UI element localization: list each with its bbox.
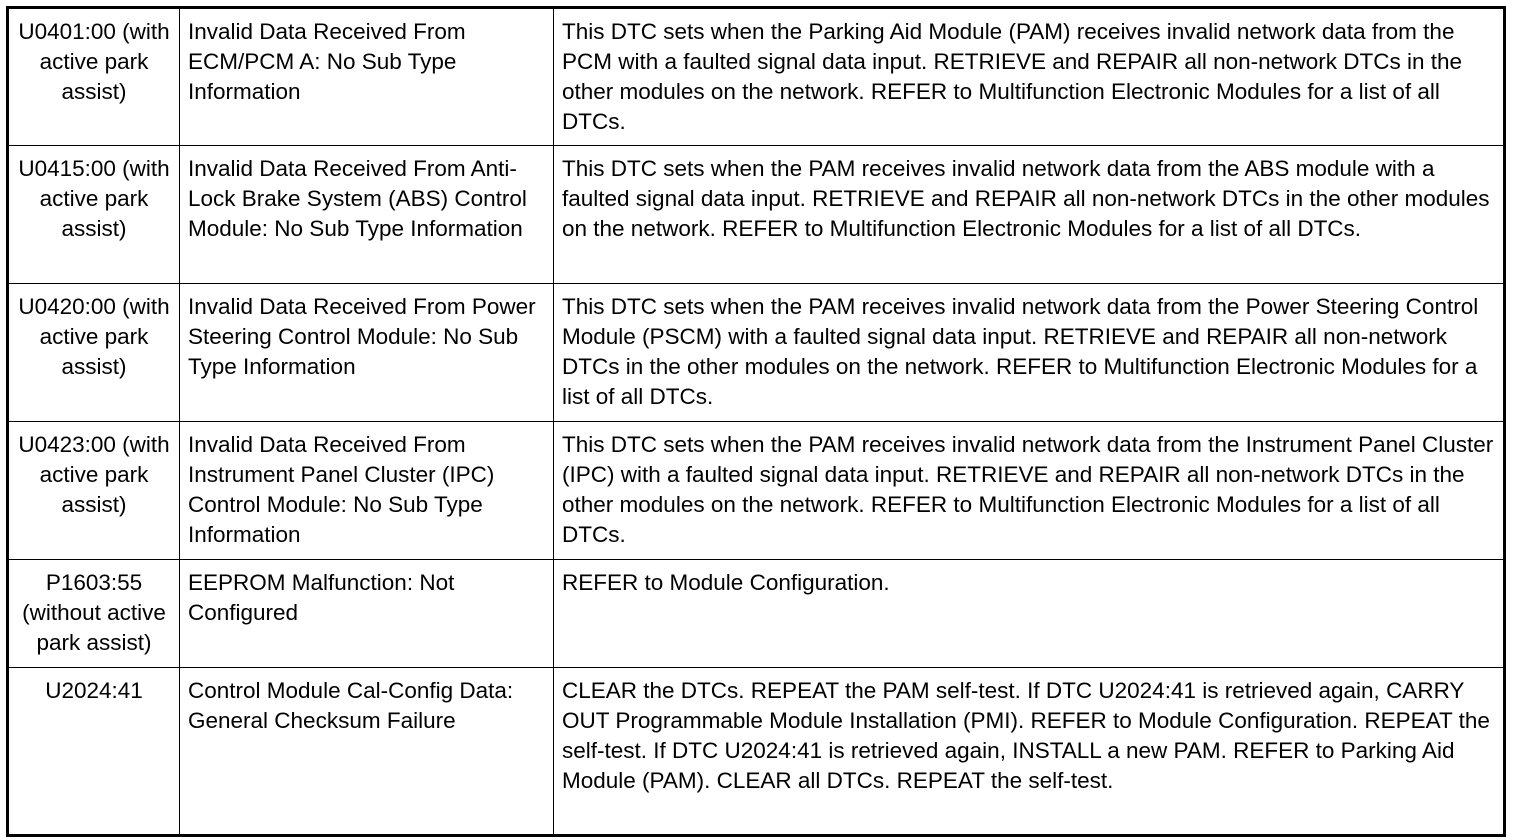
dtc-code-cell: U0423:00 (with active park assist) [8, 422, 180, 560]
dtc-description-cell: Invalid Data Received From Power Steering Control Module: No Sub Type Information [180, 284, 554, 422]
dtc-code-cell: U0420:00 (with active park assist) [8, 284, 180, 422]
dtc-description-cell: EEPROM Malfunction: Not Configured [180, 560, 554, 668]
dtc-table [6, 6, 1506, 837]
dtc-action-cell: This DTC sets when the Parking Aid Module (PAM) receives invalid network data from the PCM with a faulted signal data input. RETRIEVE and REPAIR all non-network DTCs in the other modules on the network. REFER to Multifunction Electronic Modules for a list of all DTCs. [554, 8, 1505, 146]
dtc-description-cell: Invalid Data Received From Instrument Panel Cluster (IPC) Control Module: No Sub Type Information [180, 422, 554, 560]
dtc-description-cell: Invalid Data Received From ECM/PCM A: No Sub Type Information [180, 8, 554, 146]
dtc-description-cell: Invalid Data Received From Anti-Lock Brake System (ABS) Control Module: No Sub Type Information [180, 146, 554, 284]
dtc-code-cell: P1603:55 (without active park assist) [8, 560, 180, 668]
dtc-code-cell: U0401:00 (with active park assist) [8, 8, 180, 146]
dtc-action-cell: REFER to Module Configuration. [554, 560, 1505, 668]
dtc-code-cell: U2024:41 [8, 668, 180, 836]
table-row [8, 146, 1505, 284]
table-row [8, 8, 1505, 146]
dtc-action-cell: This DTC sets when the PAM receives invalid network data from the ABS module with a faulted signal data input. RETRIEVE and REPAIR all non-network DTCs in the other modules on the network. REFER to Multifunction Electronic Modules for a list of all DTCs. [554, 146, 1505, 284]
dtc-action-cell: This DTC sets when the PAM receives invalid network data from the Instrument Panel Cluster (IPC) with a faulted signal data input. RETRIEVE and REPAIR all non-network DTCs in the other modules on the network. REFER to Multifunction Electronic Modules for a list of all DTCs. [554, 422, 1505, 560]
table-row [8, 284, 1505, 422]
table-row [8, 422, 1505, 560]
dtc-code-cell: U0415:00 (with active park assist) [8, 146, 180, 284]
dtc-action-cell: CLEAR the DTCs. REPEAT the PAM self-test. If DTC U2024:41 is retrieved again, CARRY OUT Programmable Module Installation (PMI). REFER to Module Configuration. REPEAT the self-test. If DTC U2024:41 is retrieved again, INSTALL a new PAM. REFER to Parking Aid Module (PAM). CLEAR all DTCs. REPEAT the self-test. [554, 668, 1505, 836]
table-row [8, 668, 1505, 836]
dtc-action-cell: This DTC sets when the PAM receives invalid network data from the Power Steering Control Module (PSCM) with a faulted signal data input. RETRIEVE and REPAIR all non-network DTCs in the other modules on the network. REFER to Multifunction Electronic Modules for a list of all DTCs. [554, 284, 1505, 422]
dtc-description-cell: Control Module Cal-Config Data: General Checksum Failure [180, 668, 554, 836]
table-row [8, 560, 1505, 668]
